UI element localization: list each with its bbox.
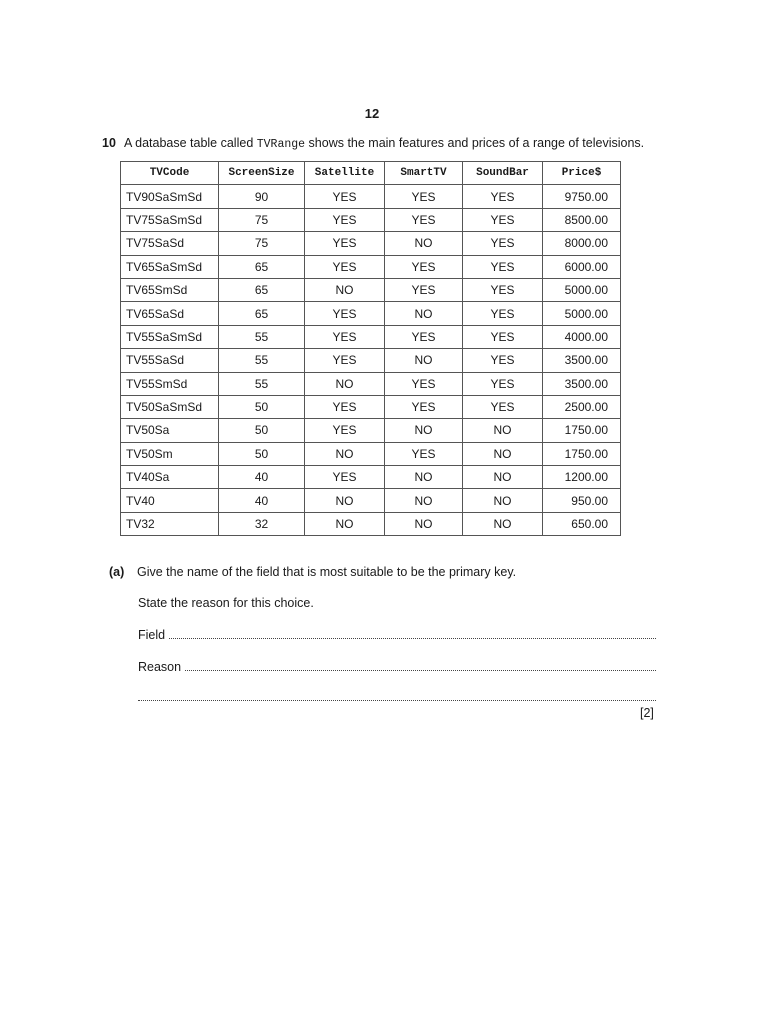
tv-code-cell: TV50Sa [121, 419, 219, 442]
screen-size-cell: 65 [219, 255, 305, 278]
sound-bar-cell: YES [463, 232, 543, 255]
column-header: SoundBar [463, 162, 543, 185]
price-cell: 1200.00 [543, 466, 621, 489]
satellite-cell: YES [305, 185, 385, 208]
screen-size-cell: 40 [219, 466, 305, 489]
tv-code-cell: TV65SaSd [121, 302, 219, 325]
tv-code-cell: TV50SaSmSd [121, 395, 219, 418]
price-cell: 5000.00 [543, 302, 621, 325]
reason-answer-line[interactable] [138, 659, 656, 674]
table-row [121, 325, 621, 348]
sound-bar-cell: YES [463, 372, 543, 395]
satellite-cell: YES [305, 395, 385, 418]
part-a-question [109, 565, 516, 579]
price-cell: 950.00 [543, 489, 621, 512]
price-cell: 4000.00 [543, 325, 621, 348]
part-a-instruction: State the reason for this choice. [138, 596, 314, 610]
smart-tv-cell: NO [385, 489, 463, 512]
part-a-label: (a) [109, 565, 125, 579]
screen-size-cell: 75 [219, 208, 305, 231]
sound-bar-cell: NO [463, 442, 543, 465]
sound-bar-cell: NO [463, 489, 543, 512]
reason-continuation-line[interactable] [138, 689, 656, 701]
sound-bar-cell: YES [463, 185, 543, 208]
table-row [121, 489, 621, 512]
tv-code-cell: TV32 [121, 512, 219, 535]
satellite-cell: YES [305, 208, 385, 231]
smart-tv-cell: NO [385, 302, 463, 325]
satellite-cell: YES [305, 302, 385, 325]
sound-bar-cell: NO [463, 512, 543, 535]
table-row [121, 395, 621, 418]
smart-tv-cell: YES [385, 208, 463, 231]
table-row [121, 302, 621, 325]
satellite-cell: YES [305, 466, 385, 489]
column-header: SmartTV [385, 162, 463, 185]
table-row [121, 255, 621, 278]
satellite-cell: NO [305, 442, 385, 465]
smart-tv-cell: YES [385, 325, 463, 348]
tv-code-cell: TV55SaSmSd [121, 325, 219, 348]
table-row [121, 349, 621, 372]
table-row [121, 372, 621, 395]
screen-size-cell: 65 [219, 302, 305, 325]
reason-label: Reason [138, 660, 182, 674]
smart-tv-cell: NO [385, 512, 463, 535]
sound-bar-cell: YES [463, 395, 543, 418]
satellite-cell: YES [305, 419, 385, 442]
tv-code-cell: TV50Sm [121, 442, 219, 465]
price-cell: 1750.00 [543, 419, 621, 442]
sound-bar-cell: YES [463, 302, 543, 325]
smart-tv-cell: NO [385, 232, 463, 255]
price-cell: 9750.00 [543, 185, 621, 208]
tv-code-cell: TV55SmSd [121, 372, 219, 395]
smart-tv-cell: YES [385, 185, 463, 208]
question-number: 10 [102, 136, 116, 150]
field-answer-dots[interactable] [169, 627, 656, 639]
screen-size-cell: 90 [219, 185, 305, 208]
table-name: TVRange [256, 138, 306, 151]
column-header: Satellite [305, 162, 385, 185]
sound-bar-cell: NO [463, 466, 543, 489]
tv-code-cell: TV55SaSd [121, 349, 219, 372]
column-header: Price$ [543, 162, 621, 185]
part-a-text: Give the name of the field that is most suitable to be the primary key. [137, 565, 517, 579]
screen-size-cell: 50 [219, 442, 305, 465]
smart-tv-cell: YES [385, 278, 463, 301]
table-row [121, 442, 621, 465]
screen-size-cell: 50 [219, 395, 305, 418]
screen-size-cell: 65 [219, 278, 305, 301]
smart-tv-cell: YES [385, 442, 463, 465]
reason-continuation-dots[interactable] [138, 689, 656, 701]
table-row [121, 185, 621, 208]
satellite-cell: YES [305, 232, 385, 255]
screen-size-cell: 40 [219, 489, 305, 512]
smart-tv-cell: NO [385, 466, 463, 489]
marks-allocation: [2] [640, 706, 654, 720]
table-row [121, 232, 621, 255]
smart-tv-cell: NO [385, 349, 463, 372]
table-row [121, 208, 621, 231]
question-text-before: A database table called [124, 136, 257, 150]
price-cell: 6000.00 [543, 255, 621, 278]
smart-tv-cell: YES [385, 255, 463, 278]
screen-size-cell: 50 [219, 419, 305, 442]
sound-bar-cell: NO [463, 419, 543, 442]
table-row [121, 419, 621, 442]
price-cell: 3500.00 [543, 372, 621, 395]
price-cell: 8000.00 [543, 232, 621, 255]
satellite-cell: NO [305, 512, 385, 535]
tvrange-table [120, 161, 621, 536]
screen-size-cell: 55 [219, 372, 305, 395]
column-header: ScreenSize [219, 162, 305, 185]
sound-bar-cell: YES [463, 255, 543, 278]
satellite-cell: YES [305, 349, 385, 372]
screen-size-cell: 55 [219, 349, 305, 372]
price-cell: 5000.00 [543, 278, 621, 301]
satellite-cell: NO [305, 489, 385, 512]
column-header: TVCode [121, 162, 219, 185]
satellite-cell: YES [305, 255, 385, 278]
smart-tv-cell: YES [385, 395, 463, 418]
tv-code-cell: TV75SaSd [121, 232, 219, 255]
price-cell: 1750.00 [543, 442, 621, 465]
tv-code-cell: TV90SaSmSd [121, 185, 219, 208]
price-cell: 650.00 [543, 512, 621, 535]
table-header-row [121, 162, 621, 185]
reason-answer-dots[interactable] [185, 659, 656, 671]
question-10-stem [102, 136, 644, 151]
screen-size-cell: 75 [219, 232, 305, 255]
page-number: 12 [364, 106, 380, 121]
smart-tv-cell: YES [385, 372, 463, 395]
tv-code-cell: TV40Sa [121, 466, 219, 489]
screen-size-cell: 32 [219, 512, 305, 535]
price-cell: 3500.00 [543, 349, 621, 372]
satellite-cell: YES [305, 325, 385, 348]
tv-code-cell: TV65SaSmSd [121, 255, 219, 278]
field-label: Field [138, 628, 166, 642]
table-row [121, 278, 621, 301]
smart-tv-cell: NO [385, 419, 463, 442]
price-cell: 2500.00 [543, 395, 621, 418]
question-text-after: shows the main features and prices of a range of televisions. [305, 136, 645, 150]
satellite-cell: NO [305, 372, 385, 395]
tv-code-cell: TV65SmSd [121, 278, 219, 301]
price-cell: 8500.00 [543, 208, 621, 231]
sound-bar-cell: YES [463, 278, 543, 301]
table-row [121, 512, 621, 535]
field-answer-line[interactable] [138, 627, 656, 642]
table-body [121, 185, 621, 536]
sound-bar-cell: YES [463, 349, 543, 372]
table-row [121, 466, 621, 489]
screen-size-cell: 55 [219, 325, 305, 348]
tv-code-cell: TV40 [121, 489, 219, 512]
sound-bar-cell: YES [463, 325, 543, 348]
tv-code-cell: TV75SaSmSd [121, 208, 219, 231]
sound-bar-cell: YES [463, 208, 543, 231]
satellite-cell: NO [305, 278, 385, 301]
